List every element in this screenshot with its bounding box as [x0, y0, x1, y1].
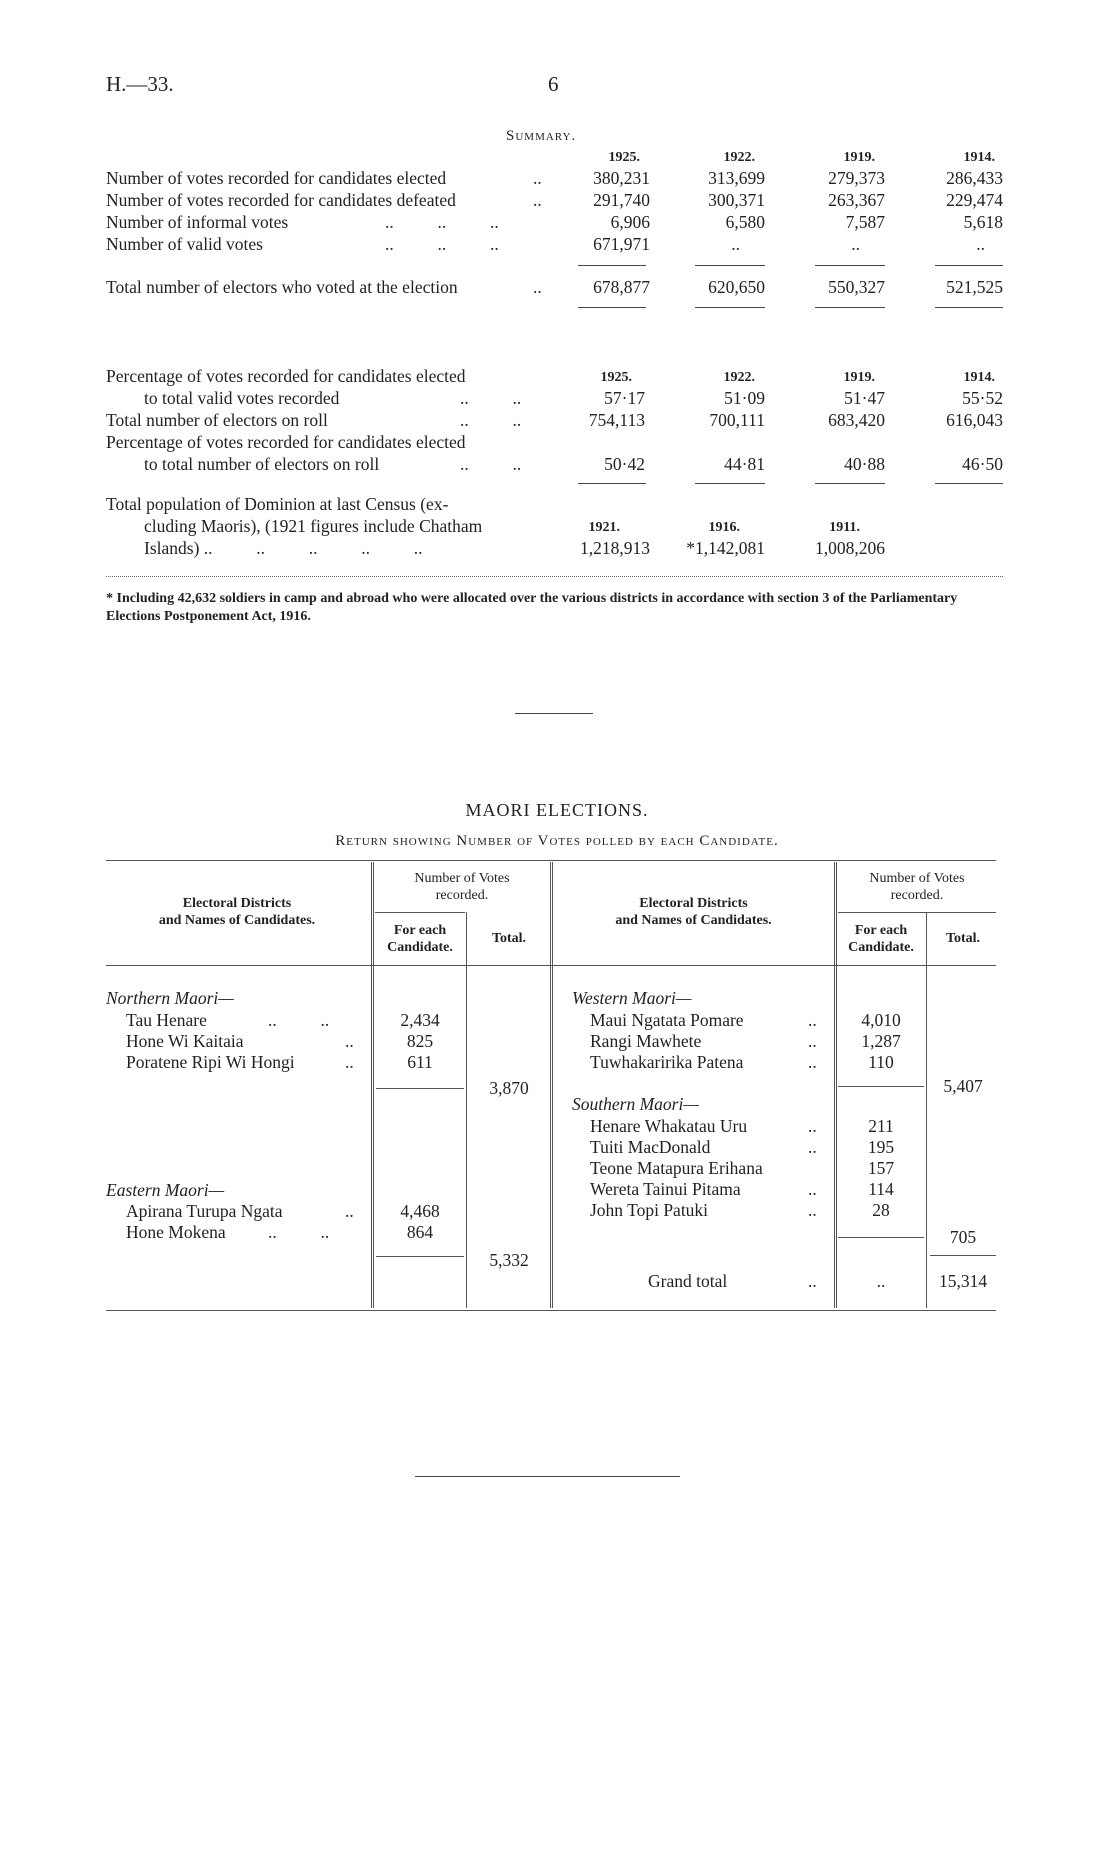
district-eastern: Eastern Maori— [106, 1180, 225, 1200]
value: 683,420 [828, 410, 885, 430]
value: 50·42 [604, 454, 645, 474]
value: *1,142,081 [686, 538, 765, 558]
value: 300,371 [708, 190, 765, 210]
value: 51·09 [724, 388, 765, 408]
row-dots: .. [533, 190, 542, 210]
value: 616,043 [946, 410, 1003, 430]
divider [106, 576, 1003, 577]
divider [695, 483, 765, 484]
candidate-name: Tau Henare [126, 1010, 207, 1030]
subtotal-rule [838, 1086, 924, 1087]
value: 279,373 [828, 168, 885, 188]
divider [815, 483, 885, 484]
grand-total-each: .. [876, 1271, 886, 1291]
year-label: 1922. [723, 370, 755, 385]
row-label: Total number of electors who voted at the election [106, 277, 458, 297]
divider [578, 483, 646, 484]
row-dots: .. [808, 1116, 817, 1136]
table-rule [838, 912, 996, 913]
header-votes: Number of Votes recorded. [414, 871, 510, 903]
candidate-votes: 4,468 [400, 1201, 440, 1221]
table-rule [106, 860, 996, 861]
value: 44·81 [724, 454, 765, 474]
year-label: 1925. [600, 370, 632, 385]
value: 6,580 [725, 212, 765, 232]
row-dots: .. [345, 1031, 354, 1051]
header-each: For each Candidate. [848, 923, 914, 955]
row-label: Number of valid votes [106, 234, 263, 254]
row-dots: .. [345, 1052, 354, 1072]
candidate-name: Hone Wi Kaitaia [126, 1031, 244, 1051]
subtotal-rule [376, 1256, 464, 1257]
candidate-votes: 864 [406, 1222, 434, 1242]
section-subtitle: Return showing Number of Votes polled by each Candidate. [335, 833, 779, 849]
row-dots: .. [345, 1201, 354, 1221]
document-code: H.—33. [106, 72, 174, 96]
value: 313,699 [708, 168, 765, 188]
divider [815, 265, 885, 266]
candidate-votes: 195 [867, 1137, 895, 1157]
district-southern: Southern Maori— [572, 1094, 699, 1114]
candidate-name: Henare Whakatau Uru [590, 1116, 748, 1136]
value: 263,367 [828, 190, 885, 210]
candidate-votes: 1,287 [861, 1031, 901, 1051]
divider [815, 307, 885, 308]
candidate-name: Teone Matapura Erihana [590, 1158, 763, 1178]
value: 700,111 [709, 410, 765, 430]
divider [695, 265, 765, 266]
value: 754,113 [588, 410, 645, 430]
subtotal-rule [376, 1088, 464, 1089]
candidate-votes: 4,010 [861, 1010, 901, 1030]
section-divider [415, 1476, 680, 1477]
row-dots: .. .. [460, 388, 522, 408]
value: 291,740 [593, 190, 650, 210]
value: 7,587 [845, 212, 885, 232]
table-divider [926, 912, 927, 1308]
row-label: to total valid votes recorded [144, 388, 340, 408]
value: 620,650 [708, 277, 765, 297]
row-dots: .. .. [268, 1222, 330, 1242]
candidate-name: Maui Ngatata Pomare [590, 1010, 744, 1030]
row-label: cluding Maoris), (1921 figures include Chatham [144, 516, 483, 536]
section-divider [515, 713, 593, 714]
value: 678,877 [593, 277, 650, 297]
row-dots: .. [533, 277, 542, 297]
table-divider [466, 912, 467, 1308]
row-label: Number of votes recorded for candidates elected [106, 168, 447, 188]
row-dots: .. [808, 1010, 817, 1030]
candidate-name: Poratene Ripi Wi Hongi [126, 1052, 295, 1072]
row-dots: .. [808, 1200, 817, 1220]
row-dots: .. .. [460, 410, 522, 430]
row-label: Total number of electors on roll [106, 410, 328, 430]
row-label: Islands) .. .. .. .. .. [144, 538, 423, 558]
year-label: 1911. [829, 520, 860, 535]
row-label: to total number of electors on roll [144, 454, 380, 474]
district-northern: Northern Maori— [106, 988, 234, 1008]
value: 5,618 [963, 212, 1003, 232]
year-label: 1925. [608, 150, 640, 165]
header-total: Total. [945, 931, 981, 946]
candidate-votes: 28 [872, 1200, 890, 1220]
year-label: 1921. [588, 520, 620, 535]
table-divider [550, 862, 553, 1308]
district-total: 705 [949, 1227, 977, 1247]
value: 521,525 [946, 277, 1003, 297]
candidate-votes: 2,434 [400, 1010, 440, 1030]
value: 46·50 [962, 454, 1003, 474]
page-number: 6 [548, 72, 559, 96]
value: .. [851, 234, 860, 254]
value: 229,474 [946, 190, 1003, 210]
candidate-votes: 114 [868, 1179, 894, 1199]
value: 40·88 [844, 454, 885, 474]
candidate-votes: 211 [868, 1116, 894, 1136]
divider [695, 307, 765, 308]
row-dots: .. [808, 1271, 817, 1291]
subtotal-rule [838, 1237, 924, 1238]
row-dots: .. [808, 1031, 817, 1051]
candidate-name: Wereta Tainui Pitama [590, 1179, 741, 1199]
district-western: Western Maori— [572, 988, 692, 1008]
candidate-name: Rangi Mawhete [590, 1031, 702, 1051]
candidate-votes: 825 [406, 1031, 434, 1051]
value: .. [976, 234, 985, 254]
year-label: 1919. [843, 370, 875, 385]
table-rule [106, 1310, 996, 1311]
header-districts: Electoral Districts and Names of Candidates. [615, 896, 772, 928]
candidate-votes: 157 [867, 1158, 895, 1178]
row-label: Number of votes recorded for candidates defeated [106, 190, 456, 210]
grand-total-value: 15,314 [938, 1271, 988, 1291]
grand-total-label: Grand total [648, 1271, 728, 1291]
row-label: Percentage of votes recorded for candidates elected [106, 432, 466, 452]
year-label: 1919. [843, 150, 875, 165]
value: 1,218,913 [580, 538, 650, 558]
year-label: 1922. [723, 150, 755, 165]
row-label: Percentage of votes recorded for candidates elected [106, 366, 466, 386]
footnote: * Including 42,632 soldiers in camp and abroad who were allocated over the various districts in accordance with section 3 of the Parliamentary Elections Postponement Act, 1916. [106, 591, 958, 624]
summary-title: Summary. [506, 128, 577, 144]
candidate-votes: 611 [407, 1052, 433, 1072]
year-label: 1916. [708, 520, 740, 535]
value: 57·17 [604, 388, 645, 408]
value: 51·47 [844, 388, 885, 408]
candidate-name: Hone Mokena [126, 1222, 226, 1242]
divider [578, 307, 646, 308]
value: 380,231 [593, 168, 650, 188]
row-dots: .. [533, 168, 542, 188]
row-dots: .. .. [460, 454, 522, 474]
candidate-name: Tuiti MacDonald [590, 1137, 711, 1157]
table-rule [375, 912, 465, 913]
candidate-votes: 110 [868, 1052, 894, 1072]
district-total: 5,332 [489, 1250, 529, 1270]
header-each: For each Candidate. [387, 923, 453, 955]
row-dots: .. .. [268, 1010, 330, 1030]
table-divider [834, 862, 837, 1308]
section-title: MAORI ELECTIONS. [465, 800, 649, 820]
candidate-name: Apirana Turupa Ngata [126, 1201, 283, 1221]
header-districts: Electoral Districts and Names of Candidates. [158, 896, 316, 928]
subtotal-rule [930, 1255, 996, 1256]
divider [578, 265, 646, 266]
year-label: 1914. [963, 150, 995, 165]
row-dots: .. .. .. [385, 212, 499, 232]
value: 550,327 [828, 277, 885, 297]
candidate-name: Tuwhakaririka Patena [590, 1052, 744, 1072]
district-total: 5,407 [943, 1076, 983, 1096]
row-dots: .. .. .. [385, 234, 499, 254]
candidate-name: John Topi Patuki [590, 1200, 709, 1220]
divider [935, 307, 1003, 308]
value: 55·52 [962, 388, 1003, 408]
year-label: 1914. [963, 370, 995, 385]
value: 671,971 [593, 234, 650, 254]
value: 286,433 [946, 168, 1003, 188]
row-label: Total population of Dominion at last Census (ex- [106, 494, 449, 514]
table-divider [371, 862, 374, 1308]
header-votes: Number of Votes recorded. [869, 871, 965, 903]
value: 6,906 [610, 212, 650, 232]
divider [935, 483, 1003, 484]
value: 1,008,206 [815, 538, 885, 558]
district-total: 3,870 [489, 1078, 529, 1098]
divider [935, 265, 1003, 266]
header-total: Total. [491, 931, 527, 946]
row-dots: .. [808, 1179, 817, 1199]
value: .. [731, 234, 740, 254]
row-dots: .. [808, 1137, 817, 1157]
row-dots: .. [808, 1052, 817, 1072]
row-label: Number of informal votes [106, 212, 289, 232]
